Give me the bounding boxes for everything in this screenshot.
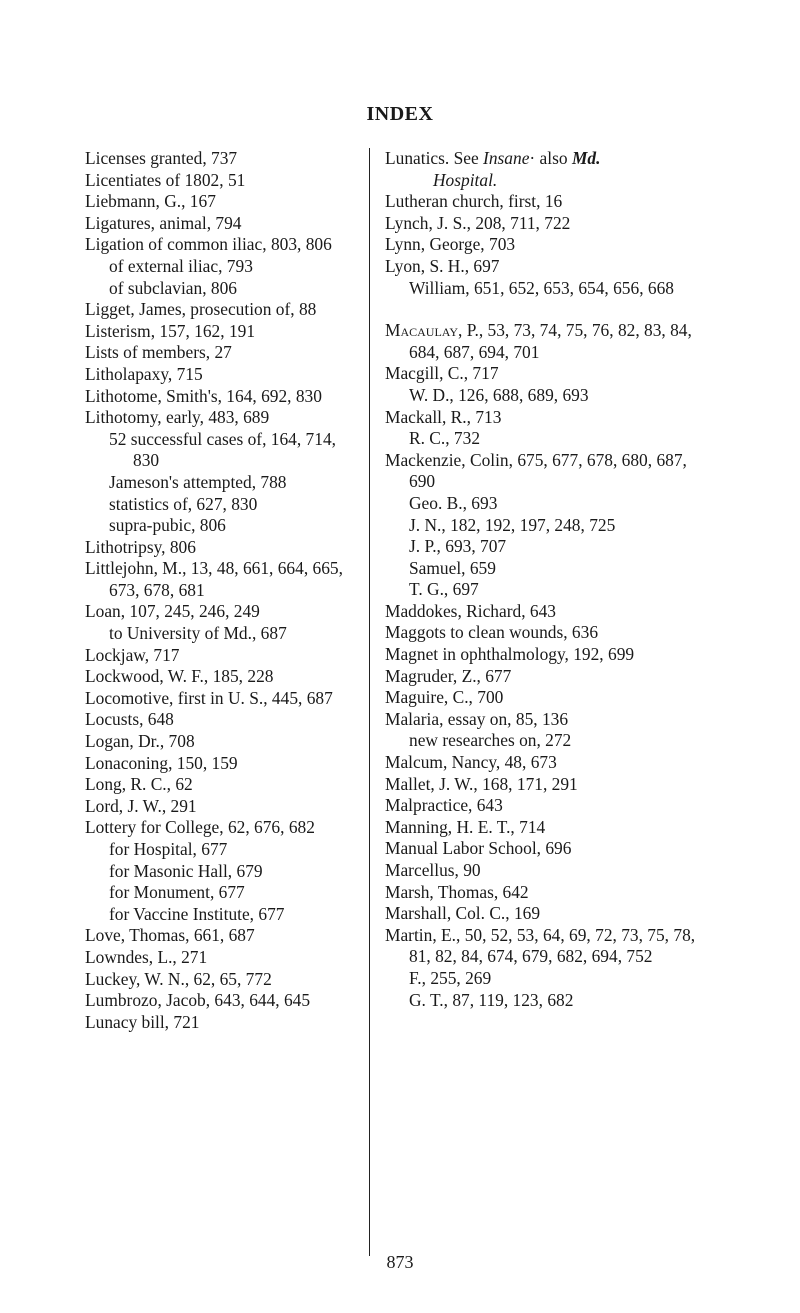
index-entry: Marsh, Thomas, 642 bbox=[385, 881, 529, 902]
index-entry: Macgill, C., 717 bbox=[385, 363, 499, 384]
index-subentry: R. C., 732 bbox=[409, 428, 481, 449]
index-entry-macaulay bbox=[385, 320, 710, 363]
index-entry: Lithotome, Smith's, 164, 692, 830 bbox=[85, 385, 322, 406]
index-subentry: J. P., 693, 707 bbox=[409, 536, 507, 557]
index-subentry: of subclavian, 806 bbox=[109, 277, 237, 298]
index-entry: Licenses granted, 737 bbox=[85, 148, 238, 168]
index-entry: Ligation of common iliac, 803, 806 bbox=[85, 234, 332, 255]
lunatics-mid: · also bbox=[529, 148, 572, 168]
see-insane: Insane bbox=[483, 148, 530, 168]
macaulay-refs: , P., 53, 73, 74, 75, 76, 82, 83, 84, 684, 687, 694, 701 bbox=[409, 320, 692, 362]
index-entry: Luckey, W. N., 62, 65, 772 bbox=[85, 968, 272, 989]
left-column bbox=[85, 148, 353, 1033]
index-entry: Manning, H. E. T., 714 bbox=[385, 816, 546, 837]
index-entry: Logan, Dr., 708 bbox=[85, 731, 195, 752]
page-number: 873 bbox=[386, 1252, 414, 1272]
index-entry: Malcum, Nancy, 48, 673 bbox=[385, 752, 557, 773]
index-entry: Maggots to clean wounds, 636 bbox=[385, 622, 599, 643]
index-entry: Lynch, J. S., 208, 711, 722 bbox=[385, 212, 571, 233]
index-subentry: Jameson's attempted, 788 bbox=[109, 471, 287, 492]
index-subentry: for Monument, 677 bbox=[109, 882, 245, 903]
index-entry: Locusts, 648 bbox=[85, 709, 174, 730]
see-md: Md. bbox=[571, 148, 601, 168]
index-entry: Lunacy bill, 721 bbox=[85, 1011, 200, 1032]
index-entry-lunatics bbox=[385, 148, 710, 191]
index-entry: Lyon, S. H., 697 bbox=[385, 255, 500, 276]
index-entry: Lord, J. W., 291 bbox=[85, 795, 197, 816]
index-entry: Malaria, essay on, 85, 136 bbox=[385, 708, 569, 729]
index-entry: Locomotive, first in U. S., 445, 687 bbox=[85, 687, 333, 708]
index-entry: Littlejohn, M., 13, 48, 661, 664, 665, 673, 678, 681 bbox=[85, 558, 343, 600]
index-entry: Magruder, Z., 677 bbox=[385, 665, 512, 686]
lunatics-head: Lunatics. See bbox=[385, 148, 484, 168]
index-entry: Lists of members, 27 bbox=[85, 342, 232, 363]
index-subentry: 52 successful cases of, 164, 714, 830 bbox=[109, 428, 336, 471]
index-entry: Marcellus, 90 bbox=[385, 860, 481, 880]
index-entry: Maguire, C., 700 bbox=[385, 687, 504, 708]
index-subentry: for Masonic Hall, 679 bbox=[109, 860, 263, 881]
index-entry: Lonaconing, 150, 159 bbox=[85, 752, 238, 773]
index-entry: Long, R. C., 62 bbox=[85, 774, 193, 795]
see-hospital: Hospital. bbox=[433, 169, 498, 190]
index-subentry: statistics of, 627, 830 bbox=[109, 493, 258, 514]
index-subentry: Geo. B., 693 bbox=[409, 492, 498, 513]
index-entry: Lynn, George, 703 bbox=[385, 234, 516, 255]
index-entry: Litholapaxy, 715 bbox=[85, 363, 203, 384]
index-entry: Lottery for College, 62, 676, 682 bbox=[85, 817, 315, 838]
index-entry: Martin, E., 50, 52, 53, 64, 69, 72, 73, 75, 78, 81, 82, 84, 674, 679, 682, 694, 752 bbox=[385, 924, 696, 967]
index-entry: Liebmann, G., 167 bbox=[85, 191, 216, 212]
entries-group-l bbox=[385, 191, 710, 299]
index-subentry: J. N., 182, 192, 197, 248, 725 bbox=[409, 514, 616, 535]
index-entry: Lithotomy, early, 483, 689 bbox=[85, 407, 270, 428]
index-subentry: new researches on, 272 bbox=[409, 730, 572, 751]
macaulay-name: Macaulay bbox=[385, 320, 459, 341]
index-entry: Listerism, 157, 162, 191 bbox=[85, 320, 256, 341]
index-entry: Lockjaw, 717 bbox=[85, 644, 180, 665]
index-entry: Lithotripsy, 806 bbox=[85, 536, 196, 557]
page-title: INDEX bbox=[366, 103, 434, 125]
index-subentry: T. G., 697 bbox=[409, 579, 479, 600]
index-subentry: William, 651, 652, 653, 654, 656, 668 bbox=[409, 277, 674, 298]
index-subentry: F., 255, 269 bbox=[409, 967, 492, 988]
index-entry: Licentiates of 1802, 51 bbox=[85, 169, 246, 190]
index-entry: Marshall, Col. C., 169 bbox=[385, 903, 541, 924]
index-entry: Manual Labor School, 696 bbox=[385, 838, 572, 859]
index-subentry: of external iliac, 793 bbox=[109, 255, 253, 276]
index-entry: Lutheran church, first, 16 bbox=[385, 191, 563, 212]
index-subentry: supra-pubic, 806 bbox=[109, 515, 226, 536]
index-entry: Lumbrozo, Jacob, 643, 644, 645 bbox=[85, 990, 311, 1011]
index-subentry: G. T., 87, 119, 123, 682 bbox=[409, 989, 574, 1010]
index-entry: Maddokes, Richard, 643 bbox=[385, 600, 556, 621]
right-column bbox=[385, 148, 710, 1011]
entries-group-m bbox=[385, 363, 710, 1011]
index-subentry: for Hospital, 677 bbox=[109, 839, 228, 859]
index-subentry: to University of Md., 687 bbox=[109, 623, 287, 644]
index-entry: Ligatures, animal, 794 bbox=[85, 212, 242, 233]
index-subentry: W. D., 126, 688, 689, 693 bbox=[409, 384, 589, 405]
index-entry: Ligget, James, prosecution of, 88 bbox=[85, 299, 317, 320]
index-entry: Mallet, J. W., 168, 171, 291 bbox=[385, 773, 578, 794]
index-entry: Lockwood, W. F., 185, 228 bbox=[85, 666, 274, 687]
index-entry: Love, Thomas, 661, 687 bbox=[85, 925, 255, 946]
index-entry: Lowndes, L., 271 bbox=[85, 946, 208, 967]
column-divider bbox=[369, 148, 370, 1256]
index-entry: Malpractice, 643 bbox=[385, 795, 503, 816]
index-entry: Mackenzie, Colin, 675, 677, 678, 680, 687, 690 bbox=[385, 449, 687, 492]
index-entry: Loan, 107, 245, 246, 249 bbox=[85, 601, 260, 622]
index-subentry: Samuel, 659 bbox=[409, 557, 496, 578]
index-entry: Magnet in ophthalmology, 192, 699 bbox=[385, 644, 635, 665]
index-entry: Mackall, R., 713 bbox=[385, 406, 502, 427]
index-subentry: for Vaccine Institute, 677 bbox=[109, 903, 285, 924]
